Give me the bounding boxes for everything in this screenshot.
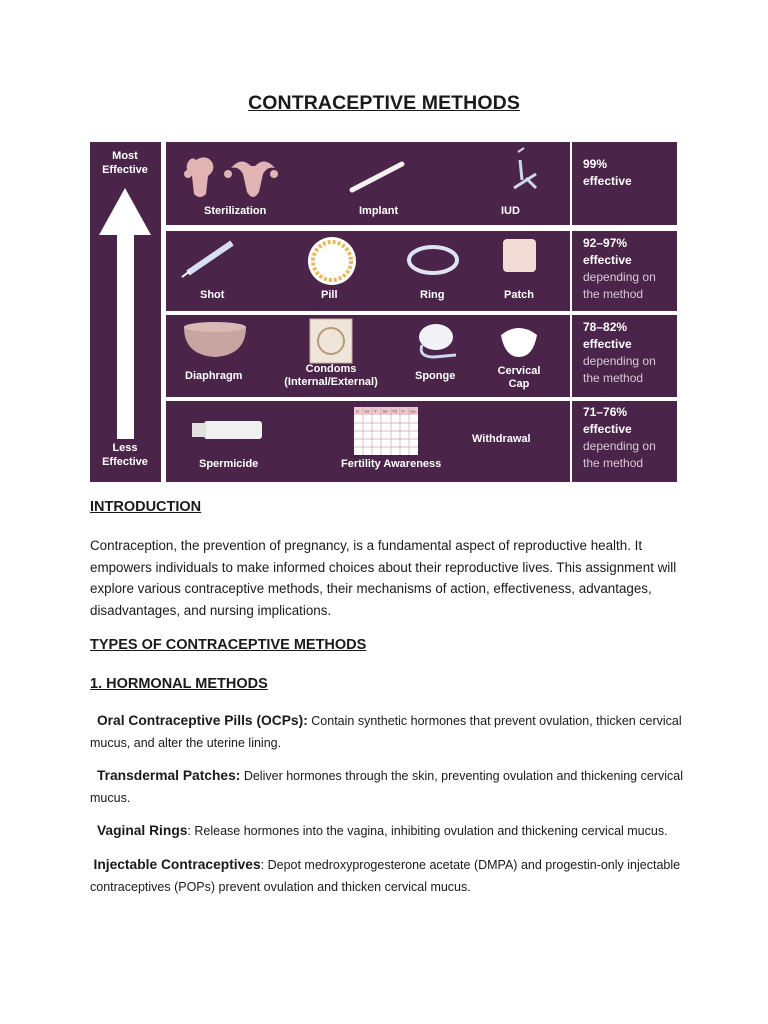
- item-text: Deliver hormones through the skin, preventing ovulation and thickening cervical mucus.: [90, 769, 683, 805]
- method-label: Spermicide: [199, 458, 259, 470]
- method-label: Fertility Awareness: [341, 458, 442, 470]
- effectiveness-note: depending on the method: [583, 354, 656, 385]
- calendar-day: F: [402, 409, 405, 414]
- effectiveness-infographic: [90, 142, 677, 482]
- effectiveness-note: depending on the method: [583, 439, 656, 470]
- calendar-day: M: [365, 409, 369, 414]
- types-heading: TYPES OF CONTRACEPTIVE METHODS: [90, 637, 367, 653]
- method-label: Ring: [420, 289, 445, 301]
- method-label: Sponge: [415, 370, 456, 382]
- spermicide-icon: [192, 421, 262, 439]
- method-label: Diaphragm: [185, 370, 243, 382]
- tier-1-methods: [166, 142, 570, 225]
- effectiveness-percent: 71–76%: [583, 405, 628, 419]
- calendar-day: Th: [392, 409, 398, 414]
- pill-icon: [308, 237, 356, 285]
- diaphragm-icon: [184, 322, 246, 357]
- tier-1-effectiveness: [572, 142, 677, 225]
- up-arrow-icon: [90, 142, 161, 482]
- tier-4-effectiveness: [572, 401, 677, 482]
- shot-icon: [182, 243, 232, 277]
- method-label: Patch: [504, 289, 534, 301]
- effectiveness-axis: [90, 142, 161, 482]
- method-label: Implant: [359, 205, 399, 217]
- axis-top-label: Most Effective: [102, 150, 148, 176]
- item-text: Contain synthetic hormones that prevent ovulation, thicken cervical mucus, and alter the uterine lining.: [90, 714, 682, 750]
- hormonal-heading: 1. HORMONAL METHODS: [90, 676, 268, 692]
- list-item: [90, 820, 690, 843]
- calendar-icon: [354, 407, 418, 455]
- method-label: Pill: [321, 289, 338, 301]
- item-text: : Depot medroxyprogesterone acetate (DMPA) and progestin-only injectable contraceptives (POPs) prevent ovulation and thicken cervical mucus.: [90, 858, 681, 894]
- cervical-cap-icon: [501, 328, 537, 357]
- tier-2-methods: [166, 231, 570, 311]
- list-item: [90, 765, 690, 809]
- ring-icon: [409, 247, 457, 273]
- tier-3-methods: [166, 315, 570, 397]
- effectiveness-word: effective: [583, 337, 632, 351]
- introduction-heading: INTRODUCTION: [90, 499, 202, 515]
- sterilization-icon: [184, 157, 278, 197]
- item-text: : Release hormones into the vagina, inhibiting ovulation and thickening cervical mucus.: [187, 824, 668, 838]
- tier-2-effectiveness: [572, 231, 677, 311]
- effectiveness-word: effective: [583, 422, 632, 436]
- item-term: Injectable Contraceptives: [93, 857, 261, 872]
- tier-4-methods: [166, 401, 570, 482]
- introduction-text: Contraception, the prevention of pregnancy, is a fundamental aspect of reproductive health. It empowers individuals to make informed choices about their reproductive lives. This assignment will explore various contraceptive methods, their mechanisms of action, effectiveness, advantages, disadvantages, and nursing implications.: [90, 538, 677, 618]
- method-label: Shot: [200, 289, 225, 301]
- item-term: Vaginal Rings: [96, 823, 188, 838]
- page-title: CONTRACEPTIVE METHODS: [248, 92, 520, 114]
- calendar-day: Sa: [410, 409, 416, 414]
- calendar-day: T: [374, 409, 377, 414]
- tier-3-effectiveness: [572, 315, 677, 397]
- item-term: Oral Contraceptive Pills (OCPs):: [96, 713, 308, 728]
- calendar-day: W: [383, 409, 388, 414]
- item-term: Transdermal Patches:: [96, 768, 241, 783]
- effectiveness-percent: 99%: [583, 157, 608, 171]
- method-label: Cervical Cap: [497, 365, 541, 390]
- sponge-icon: [419, 324, 456, 357]
- effectiveness-word: effective: [583, 253, 632, 267]
- effectiveness-word: effective: [583, 174, 632, 188]
- calendar-day: S: [356, 409, 360, 414]
- effectiveness-percent: 92–97%: [583, 236, 628, 250]
- method-label: IUD: [501, 205, 520, 217]
- condom-icon: [310, 319, 352, 363]
- patch-icon: [503, 239, 536, 272]
- method-label: Condoms (Internal/External): [284, 363, 378, 388]
- implant-icon: [352, 164, 402, 190]
- iud-icon: [514, 148, 570, 188]
- effectiveness-percent: 78–82%: [583, 320, 628, 334]
- list-item: [90, 710, 690, 754]
- effectiveness-note: depending on the method: [583, 270, 656, 301]
- method-label: Withdrawal: [472, 433, 531, 445]
- method-label: Sterilization: [204, 205, 267, 217]
- list-item: [90, 854, 690, 898]
- axis-bottom-label: Less Effective: [102, 442, 148, 468]
